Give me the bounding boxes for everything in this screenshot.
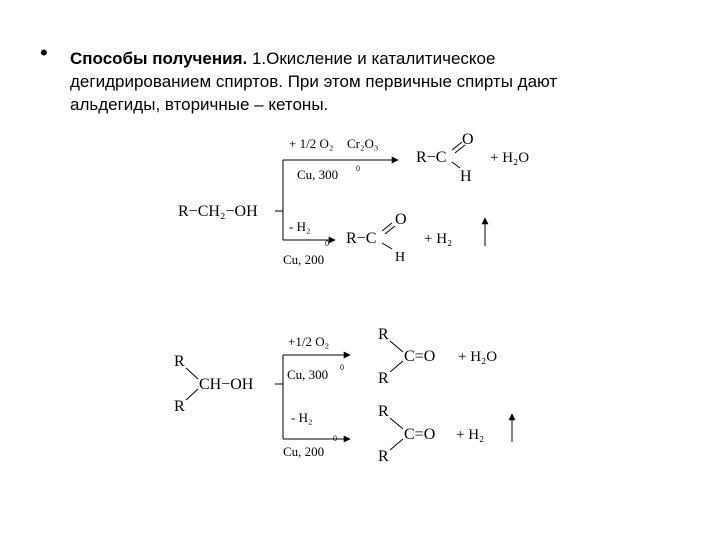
aldehyde-r-c-lower: R−C	[346, 230, 377, 247]
aldehyde-hydrogen-lower: H	[395, 250, 406, 265]
lower-condition-degree-2: 0	[333, 434, 337, 443]
reactant-r-top: R	[174, 353, 185, 370]
text-line-3: альдегиды, вторичные – кетоны.	[70, 95, 329, 114]
ketone-carbonyl-lower: C=O	[404, 426, 436, 443]
ketone-r-top-lower: R	[378, 403, 389, 420]
water-byproduct-2: + H₂O	[458, 349, 498, 365]
oxidant-label-2: +1/2 O₂	[288, 334, 330, 349]
single-bond	[452, 162, 460, 168]
water-byproduct: + H₂O	[490, 150, 530, 166]
upper-condition-degree-2: 0	[340, 363, 344, 372]
lower-reagent-2: - H₂	[291, 410, 313, 425]
text-line-1-rest: 1.Окисление и каталитическое	[247, 49, 496, 68]
bond-r-top	[186, 368, 198, 379]
ketone-bond-top-lower	[390, 418, 403, 429]
reactant-r-bottom: R	[174, 398, 185, 415]
ketone-bond-bottom	[390, 361, 403, 372]
ketone-carbonyl: C=O	[404, 348, 436, 365]
ketone-r-bottom: R	[378, 370, 389, 387]
aldehyde-oxygen-lower: O	[395, 211, 407, 228]
aldehyde-r-c: R−C	[416, 149, 447, 166]
heading-lead: Способы получения.	[70, 49, 248, 68]
reactant-center: CH−OH	[199, 376, 254, 393]
lower-condition: Cu, 200	[283, 252, 325, 267]
lower-condition-2: Cu, 200	[283, 444, 325, 459]
lower-reagent: - H₂	[289, 219, 311, 234]
ketone-bond-top	[390, 341, 403, 352]
hydrogen-byproduct-2: + H₂	[456, 427, 485, 443]
ketone-r-top: R	[378, 326, 389, 343]
bond-r-bottom	[186, 389, 198, 400]
scheme-primary-alcohol	[178, 131, 529, 267]
aldehyde-hydrogen: H	[460, 168, 472, 185]
upper-condition: Cu, 300	[297, 167, 339, 182]
catalyst-label: Cr₂O₃	[347, 136, 379, 151]
aldehyde-oxygen: O	[462, 131, 474, 148]
single-bond-lower	[382, 243, 392, 249]
lower-condition-degree: 0	[325, 239, 329, 248]
scheme-secondary-alcohol	[174, 326, 512, 465]
upper-condition-2: Cu, 300	[287, 367, 329, 382]
text-line-2: дегидрированием спиртов. При этом первичные спирты дают	[70, 72, 558, 91]
upper-condition-degree: 0	[356, 164, 360, 173]
reactant-primary-alcohol: R−CH₂−OH	[178, 203, 258, 220]
hydrogen-byproduct: + H₂	[424, 231, 453, 247]
oxidant-label: + 1/2 O₂	[289, 136, 334, 151]
bullet-marker: •	[40, 40, 48, 65]
ketone-r-bottom-lower: R	[378, 448, 389, 465]
ketone-bond-bottom-lower	[390, 439, 403, 450]
